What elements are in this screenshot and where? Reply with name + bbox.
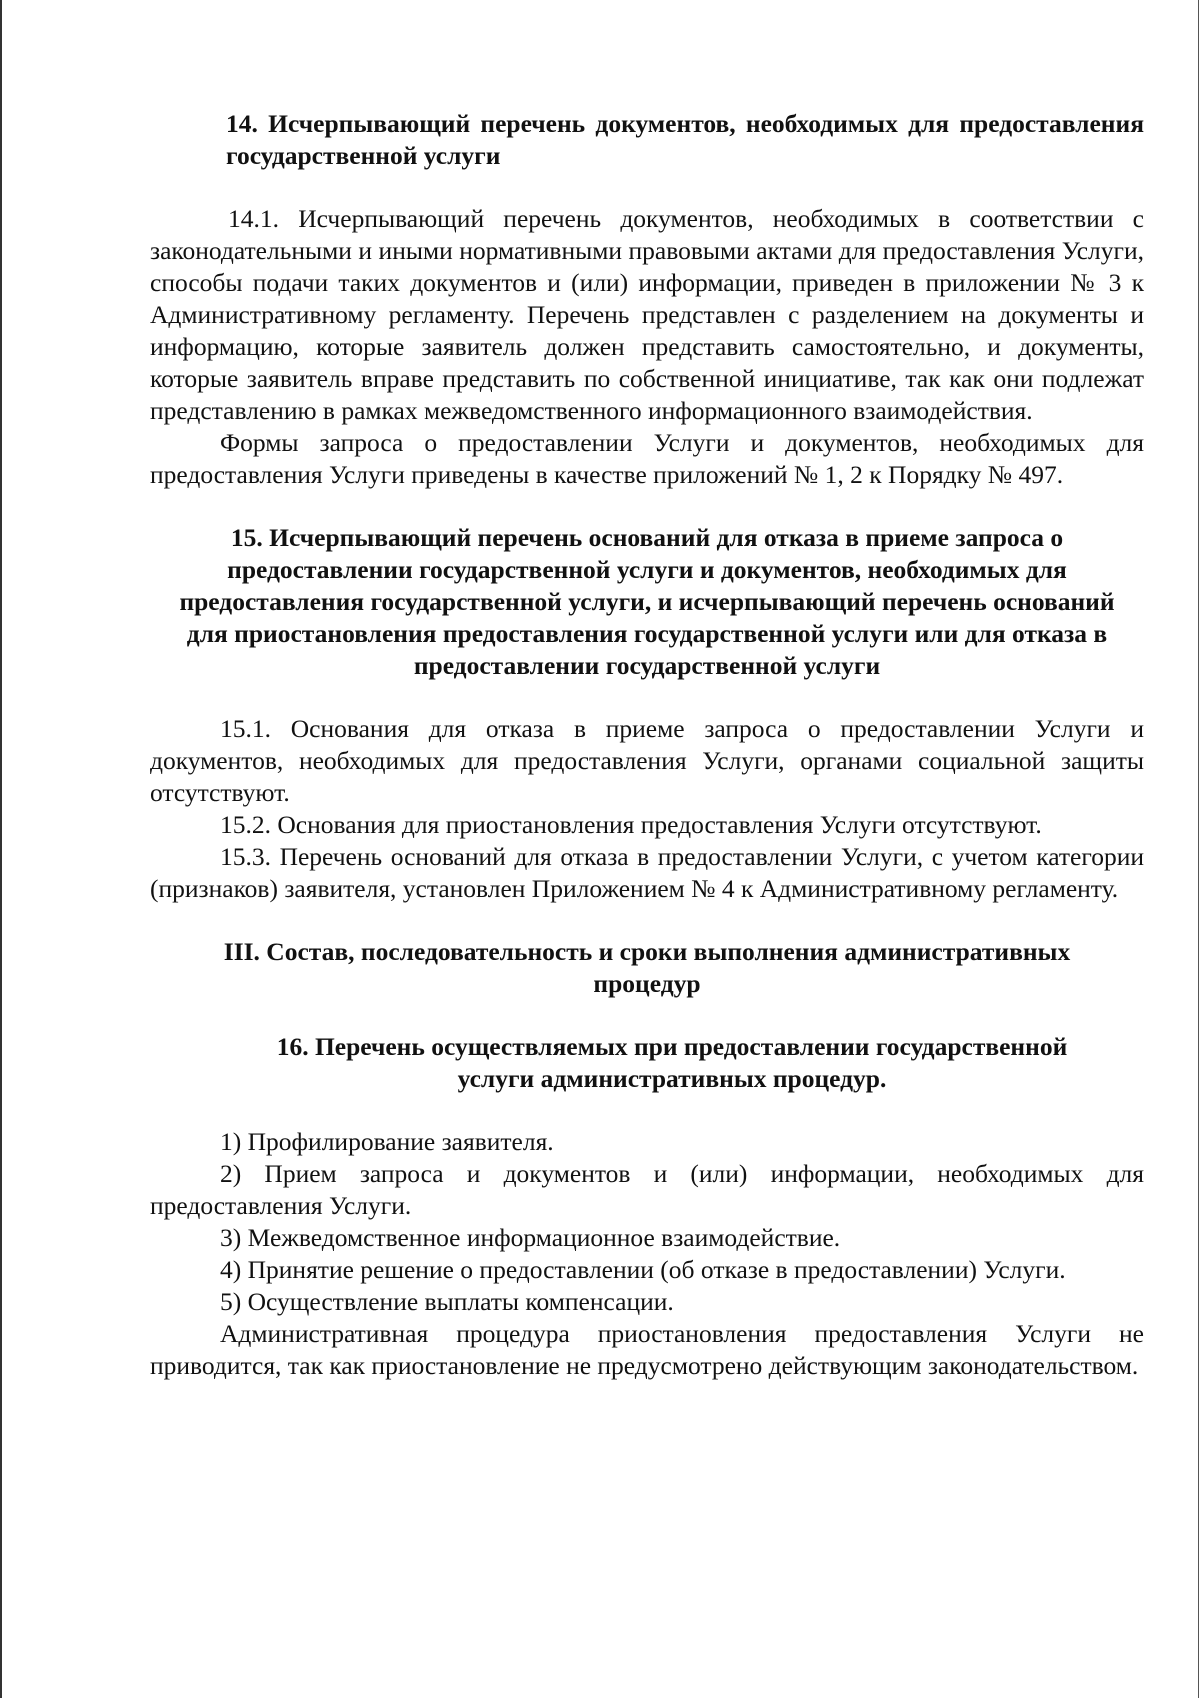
paragraph-15-3: 15.3. Перечень оснований для отказа в предоставлении Услуги, с учетом категории (признаков) заявителя, установлен Приложением № 4 к Административному регламенту. — [150, 842, 1144, 903]
procedure-item-5: 5) Осуществление выплаты компенсации. — [220, 1287, 674, 1316]
procedure-item-2: 2) Прием запроса и документов и (или) информации, необходимых для предоставления Услуги. — [150, 1159, 1144, 1220]
section-15-heading: 15. Исчерпывающий перечень оснований для отказа в приеме запроса о предоставлении государственной услуги и документов, необходимых для предоставления государственной услуги, и исчерпывающий перечень оснований для приостановления предоставления государственной услуги или для отказа в предоставлении государственной услуги — [179, 523, 1115, 680]
scan-edge-right — [1198, 0, 1199, 1698]
section-16-heading: 16. Перечень осуществляемых при предоставлении государственной услуги административных процедур. — [276, 1032, 1068, 1093]
document-page — [150, 108, 1144, 1382]
scan-edge-left — [0, 0, 2, 1698]
paragraph-14-1: 14.1. Исчерпывающий перечень документов, необходимых в соответствии с законодательными и иными нормативными правовыми актами для предоставления Услуги, способы подачи таких документов и (или) информации, приведен в приложении № 3 к Административному регламенту. Перечень представлен с разделением на документы и информацию, которые заявитель должен представить самостоятельно, и документы, которые заявитель вправе представить по собственной инициативе, так как они подлежат представлению в рамках межведомственного информационного взаимодействия. — [150, 204, 1144, 425]
procedure-item-1: 1) Профилирование заявителя. — [220, 1127, 554, 1156]
section-14-heading — [150, 108, 1144, 172]
paragraph-16-closing: Административная процедура приостановления предоставления Услуги не приводится, так как приостановление не предусмотрено действующим законодательством. — [150, 1319, 1144, 1380]
chapter-3-heading: III. Состав, последовательность и сроки выполнения административных процедур — [223, 937, 1071, 998]
section-14-heading-text: 14. Исчерпывающий перечень документов, необходимых для предоставления государственной услуги — [226, 109, 1144, 170]
paragraph-15-2: 15.2. Основания для приостановления предоставления Услуги отсутствуют. — [220, 810, 1042, 839]
paragraph-15-1: 15.1. Основания для отказа в приеме запроса о предоставлении Услуги и документов, необходимых для предоставления Услуги, органами социальной защиты отсутствуют. — [150, 714, 1144, 807]
procedure-item-3: 3) Межведомственное информационное взаимодействие. — [220, 1223, 841, 1252]
paragraph-14-forms: Формы запроса о предоставлении Услуги и документов, необходимых для предоставления Услуги приведены в качестве приложений № 1, 2 к Порядку № 497. — [150, 428, 1144, 489]
procedure-item-4: 4) Принятие решение о предоставлении (об отказе в предоставлении) Услуги. — [220, 1255, 1066, 1284]
